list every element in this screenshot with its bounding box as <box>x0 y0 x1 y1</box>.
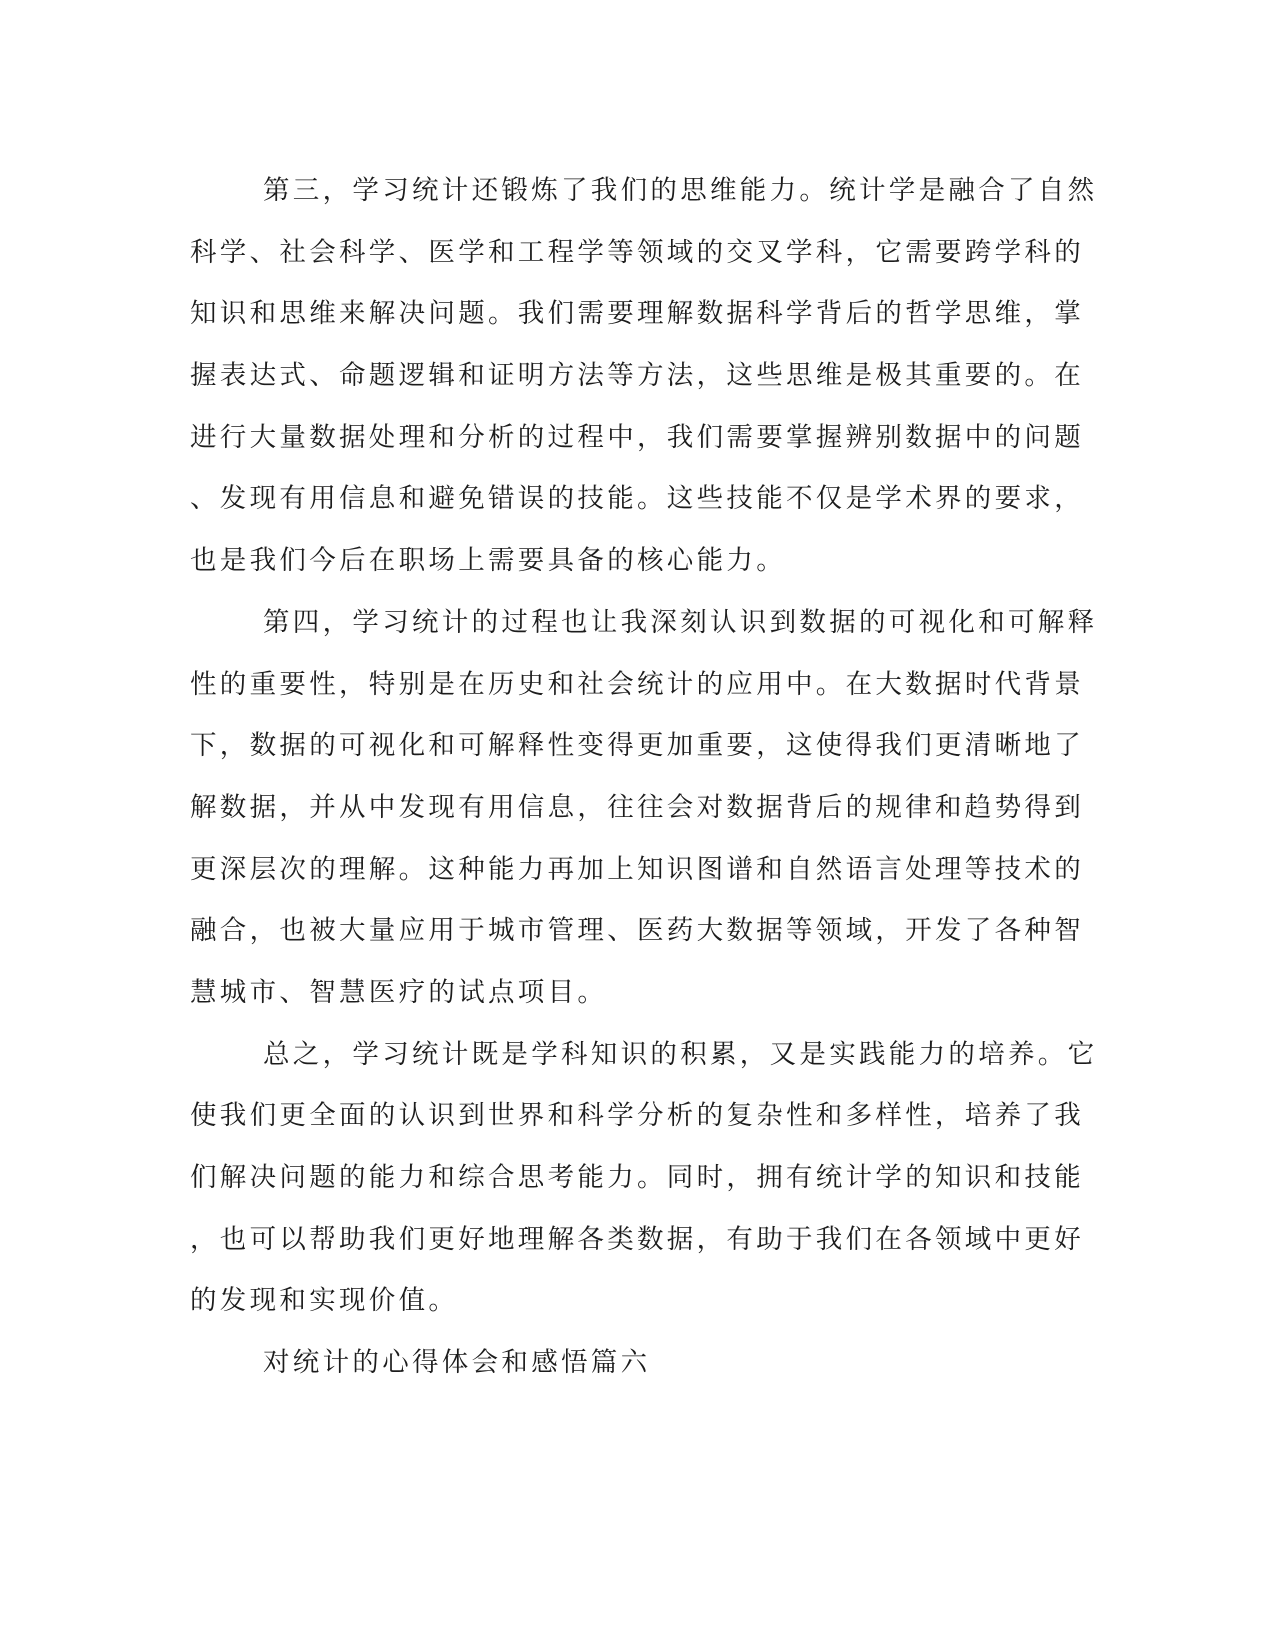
paragraph-line: 更深层次的理解。这种能力再加上知识图谱和自然语言处理等技术的 <box>190 853 1084 885</box>
paragraph-line: 、发现有用信息和避免错误的技能。这些技能不仅是学术界的要求， <box>190 483 1084 515</box>
paragraph-line: 解数据，并从中发现有用信息，往往会对数据背后的规律和趋势得到 <box>190 791 1084 823</box>
paragraph-line: 知识和思维来解决问题。我们需要理解数据科学背后的哲学思维，掌 <box>190 298 1084 330</box>
paragraph-line: 使我们更全面的认识到世界和科学分析的复杂性和多样性，培养了我 <box>190 1100 1084 1132</box>
paragraph-conclusion <box>190 1024 1098 1332</box>
document-body <box>190 160 1098 1394</box>
paragraph-line: ，也可以帮助我们更好地理解各类数据，有助于我们在各领域中更好 <box>190 1223 1084 1255</box>
paragraph-line: 第四，学习统计的过程也让我深刻认识到数据的可视化和可解释 <box>263 606 1098 638</box>
paragraph-line: 握表达式、命题逻辑和证明方法等方法，这些思维是极其重要的。在 <box>190 360 1084 392</box>
paragraph-line: 性的重要性，特别是在历史和社会统计的应用中。在大数据时代背景 <box>190 668 1084 700</box>
paragraph-line: 也是我们今后在职场上需要具备的核心能力。 <box>190 545 786 577</box>
paragraph-line: 的发现和实现价值。 <box>190 1285 459 1317</box>
section-heading: 对统计的心得体会和感悟篇六 <box>263 1347 651 1379</box>
paragraph-fourth <box>190 592 1098 1024</box>
paragraph-line: 融合，也被大量应用于城市管理、医药大数据等领域，开发了各种智 <box>190 915 1084 947</box>
paragraph-line: 们解决问题的能力和综合思考能力。同时，拥有统计学的知识和技能 <box>190 1162 1084 1193</box>
paragraph-third <box>190 160 1098 592</box>
paragraph-line: 科学、社会科学、医学和工程学等领域的交叉学科，它需要跨学科的 <box>190 236 1084 268</box>
paragraph-line: 进行大量数据处理和分析的过程中，我们需要掌握辨别数据中的问题 <box>190 421 1084 453</box>
paragraph-line: 慧城市、智慧医疗的试点项目。 <box>190 976 608 1008</box>
paragraph-line: 第三，学习统计还锻炼了我们的思维能力。统计学是融合了自然 <box>263 175 1098 206</box>
paragraph-line: 总之，学习统计既是学科知识的积累，又是实践能力的培养。它 <box>263 1038 1098 1070</box>
paragraph-line: 下，数据的可视化和可解释性变得更加重要，这使得我们更清晰地了 <box>190 730 1084 762</box>
